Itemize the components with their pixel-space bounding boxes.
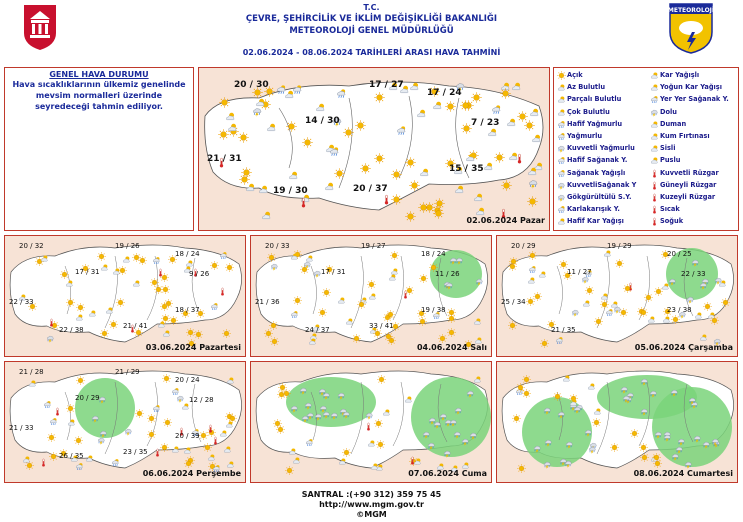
legend-label: Puslu bbox=[660, 156, 681, 165]
footer-website[interactable]: http://www.mgm.gov.tr bbox=[319, 500, 424, 509]
day-temp-label: 22 / 33 bbox=[681, 270, 706, 278]
day-temp-label: 20 / 29 bbox=[511, 242, 536, 250]
day-temp-label: 21 / 29 bbox=[115, 368, 140, 376]
legend-label: Gökgürültülü S.Y. bbox=[567, 193, 632, 201]
legend-item bbox=[650, 132, 710, 140]
legend-item bbox=[650, 71, 699, 79]
ministry-logo bbox=[20, 3, 60, 51]
legend-item bbox=[557, 217, 624, 225]
day-temp-label: 23 / 35 bbox=[123, 448, 148, 456]
day-temp-label: 18 / 37 bbox=[175, 306, 200, 314]
day-temp-label: 20 / 29 bbox=[75, 394, 100, 402]
legend-item bbox=[650, 108, 677, 116]
day-panel-0506 bbox=[496, 235, 738, 357]
legend-label: Kuzeyli Rüzgar bbox=[660, 193, 716, 201]
legend-label: Soğuk bbox=[660, 217, 684, 226]
legend-item bbox=[557, 156, 627, 164]
day-temp-label: 19 / 29 bbox=[607, 242, 632, 250]
legend-label: Az Bulutlu bbox=[567, 83, 606, 92]
legend-item bbox=[650, 95, 729, 103]
legend-weather-icon bbox=[650, 169, 658, 177]
header-forecast-range: 02.06.2024 - 08.06.2024 TARİHLERİ ARASI HAVA TAHMİNİ bbox=[242, 48, 501, 57]
legend-weather-icon bbox=[557, 108, 565, 116]
general-weather-text: Hava sıcaklıklarının ülkemiz genelinde mevsim normalleri üzerinde seyredeceği tahmin ediliyor. bbox=[12, 80, 186, 111]
legend-weather-icon bbox=[650, 71, 658, 79]
legend-weather-icon bbox=[557, 132, 565, 140]
day-temp-label: 11 / 27 bbox=[567, 268, 592, 276]
general-weather-title: GENEL HAVA DURUMU bbox=[49, 70, 149, 79]
day-temp-label: 17 / 31 bbox=[321, 268, 346, 276]
legend-item bbox=[650, 144, 675, 152]
main-temp-3: 17 / 24 bbox=[427, 88, 462, 98]
legend-weather-icon bbox=[650, 193, 658, 201]
day-date-label: 08.06.2024 Cumartesi bbox=[633, 469, 733, 478]
legend-item bbox=[557, 193, 632, 201]
legend-item bbox=[557, 144, 635, 152]
legend-weather-icon bbox=[557, 169, 565, 177]
legend-weather-icon bbox=[557, 156, 565, 164]
legend-label: Yoğun Kar Yağışı bbox=[660, 83, 722, 92]
legend-weather-icon bbox=[650, 108, 658, 116]
legend-item bbox=[557, 169, 625, 177]
day-temp-label: 22 / 38 bbox=[59, 326, 84, 334]
legend-item bbox=[557, 181, 636, 189]
legend-item bbox=[650, 156, 680, 164]
meteorology-logo bbox=[668, 2, 714, 54]
main-map-panel bbox=[198, 67, 550, 231]
legend-label: Sisli bbox=[660, 144, 676, 153]
main-map-date: 02.06.2024 Pazar bbox=[466, 216, 545, 225]
legend-weather-icon bbox=[650, 83, 658, 91]
day-temp-label: 20 / 33 bbox=[265, 242, 290, 250]
legend-label: Yer Yer Sağanak Y. bbox=[660, 95, 729, 104]
day-panel-0806 bbox=[496, 361, 738, 483]
day-temp-label: 21 / 41 bbox=[123, 322, 148, 330]
legend-item bbox=[557, 120, 622, 128]
main-temp-4: 14 / 30 bbox=[305, 116, 340, 126]
legend-label: KuvvetliSağanak Y bbox=[567, 180, 637, 189]
legend-weather-icon bbox=[557, 181, 565, 189]
general-weather-box bbox=[4, 67, 194, 231]
legend-label: Sıcak bbox=[660, 205, 680, 214]
day-panel-0706 bbox=[250, 361, 492, 483]
header-directorate: METEOROLOJİ GENEL MÜDÜRLÜĞÜ bbox=[289, 26, 454, 36]
legend-weather-icon bbox=[557, 83, 565, 91]
header-line1: T.C. bbox=[363, 3, 380, 12]
legend-label: Karlakarışık Y. bbox=[567, 205, 620, 214]
main-temp-1: 20 / 30 bbox=[234, 80, 269, 90]
day-date-label: 04.06.2024 Salı bbox=[416, 343, 487, 352]
day-temp-label: 18 / 24 bbox=[421, 250, 446, 258]
legend-item bbox=[557, 132, 602, 140]
legend-weather-icon bbox=[557, 144, 565, 152]
legend-label: Açık bbox=[567, 71, 583, 79]
legend-item bbox=[557, 95, 621, 103]
legend-item bbox=[557, 108, 610, 116]
legend-weather-icon bbox=[650, 181, 658, 189]
legend-item bbox=[650, 217, 683, 225]
day-temp-label: 19 / 27 bbox=[361, 242, 386, 250]
legend-item bbox=[650, 169, 719, 177]
legend-label: Duman bbox=[660, 119, 687, 128]
legend-label: Sağanak Yağışlı bbox=[567, 168, 626, 177]
legend-weather-icon bbox=[650, 217, 658, 225]
legend-weather-icon bbox=[650, 156, 658, 164]
legend-item bbox=[650, 193, 715, 201]
legend-box bbox=[553, 67, 739, 231]
day-temp-label: 20 / 25 bbox=[667, 250, 692, 258]
day-temp-label: 12 / 28 bbox=[189, 396, 214, 404]
legend-weather-icon bbox=[557, 71, 565, 79]
legend-label: Parçalı Bulutlu bbox=[567, 95, 622, 104]
legend-label: Çok Bulutlu bbox=[567, 107, 610, 116]
day-temp-label: 23 / 38 bbox=[667, 306, 692, 314]
day-temp-label: 25 / 34 bbox=[501, 298, 526, 306]
legend-item bbox=[650, 181, 716, 189]
main-temp-5: 7 / 23 bbox=[471, 118, 500, 128]
meteorology-logo-text: METEOROLOJİ bbox=[668, 7, 714, 14]
main-temp-8: 19 / 30 bbox=[273, 186, 308, 196]
day-temp-label: 24 / 37 bbox=[305, 326, 330, 334]
day-temp-label: 21 / 28 bbox=[19, 368, 44, 376]
legend-weather-icon bbox=[650, 95, 658, 103]
day-date-label: 03.06.2024 Pazartesi bbox=[145, 343, 241, 352]
legend-weather-icon bbox=[650, 144, 658, 152]
legend-weather-icon bbox=[557, 193, 565, 201]
day-temp-label: 20 / 32 bbox=[19, 242, 44, 250]
day-temp-label: 20 / 39 bbox=[175, 432, 200, 440]
legend-item bbox=[650, 83, 722, 91]
legend-weather-icon bbox=[557, 217, 565, 225]
day-temp-label: 19 / 26 bbox=[115, 242, 140, 250]
legend-item bbox=[650, 205, 680, 213]
legend-weather-icon bbox=[650, 132, 658, 140]
legend-label: Hafif Sağanak Y. bbox=[567, 156, 628, 165]
footer-phone: SANTRAL :(+90 312) 359 75 45 bbox=[301, 490, 442, 499]
day-panel-0606 bbox=[4, 361, 246, 483]
footer-copyright: ©MGM bbox=[356, 510, 387, 519]
legend-weather-icon bbox=[557, 205, 565, 213]
legend-label: Dolu bbox=[660, 107, 677, 116]
day-temp-label: 22 / 33 bbox=[9, 298, 34, 306]
legend-weather-icon bbox=[650, 120, 658, 128]
day-date-label: 07.06.2024 Cuma bbox=[408, 469, 487, 478]
main-temp-9: 20 / 37 bbox=[353, 184, 388, 194]
main-temp-6: 21 / 31 bbox=[207, 154, 242, 164]
legend-label: Hafif Kar Yağışı bbox=[567, 217, 624, 226]
day-temp-label: 26 / 35 bbox=[59, 452, 84, 460]
legend-item bbox=[557, 205, 620, 213]
legend-item bbox=[557, 71, 583, 79]
legend-weather-icon bbox=[650, 205, 658, 213]
legend-label: Kuvvetli Yağmurlu bbox=[567, 144, 635, 153]
day-temp-label: 21 / 36 bbox=[255, 298, 280, 306]
legend-label: Hafif Yağmurlu bbox=[567, 119, 623, 128]
main-temp-2: 17 / 27 bbox=[369, 80, 404, 90]
day-temp-label: 17 / 31 bbox=[75, 268, 100, 276]
day-temp-label: 11 / 26 bbox=[435, 270, 460, 278]
day-temp-label: 20 / 24 bbox=[175, 376, 200, 384]
day-date-label: 05.06.2024 Çarşamba bbox=[634, 343, 733, 352]
legend-weather-icon bbox=[557, 95, 565, 103]
legend-label: Güneyli Rüzgar bbox=[660, 180, 717, 189]
day-temp-label: 21 / 33 bbox=[9, 424, 34, 432]
legend-label: Kar Yağışlı bbox=[660, 71, 700, 79]
day-date-label: 06.06.2024 Perşembe bbox=[142, 469, 241, 478]
header-ministry: ÇEVRE, ŞEHİRCİLİK VE İKLİM DEĞİŞİKLİĞİ BAKANLIĞI bbox=[245, 14, 498, 24]
turkey-map bbox=[497, 362, 738, 483]
day-temp-label: 21 / 35 bbox=[551, 326, 576, 334]
day-temp-label: 18 / 24 bbox=[175, 250, 200, 258]
legend-label: Kum Fırtınası bbox=[660, 132, 710, 140]
day-panel-0406 bbox=[250, 235, 492, 357]
legend-item bbox=[650, 120, 686, 128]
main-temp-7: 15 / 35 bbox=[449, 164, 484, 174]
legend-label: Yağmurlu bbox=[567, 132, 603, 140]
day-panel-0306 bbox=[4, 235, 246, 357]
legend-label: Kuvvetli Rüzgar bbox=[660, 168, 719, 177]
day-temp-label: 19 / 38 bbox=[421, 306, 446, 314]
legend-weather-icon bbox=[557, 120, 565, 128]
day-temp-label: 33 / 41 bbox=[369, 322, 394, 330]
legend-item bbox=[557, 83, 605, 91]
day-temp-label: 9 / 26 bbox=[189, 270, 210, 278]
